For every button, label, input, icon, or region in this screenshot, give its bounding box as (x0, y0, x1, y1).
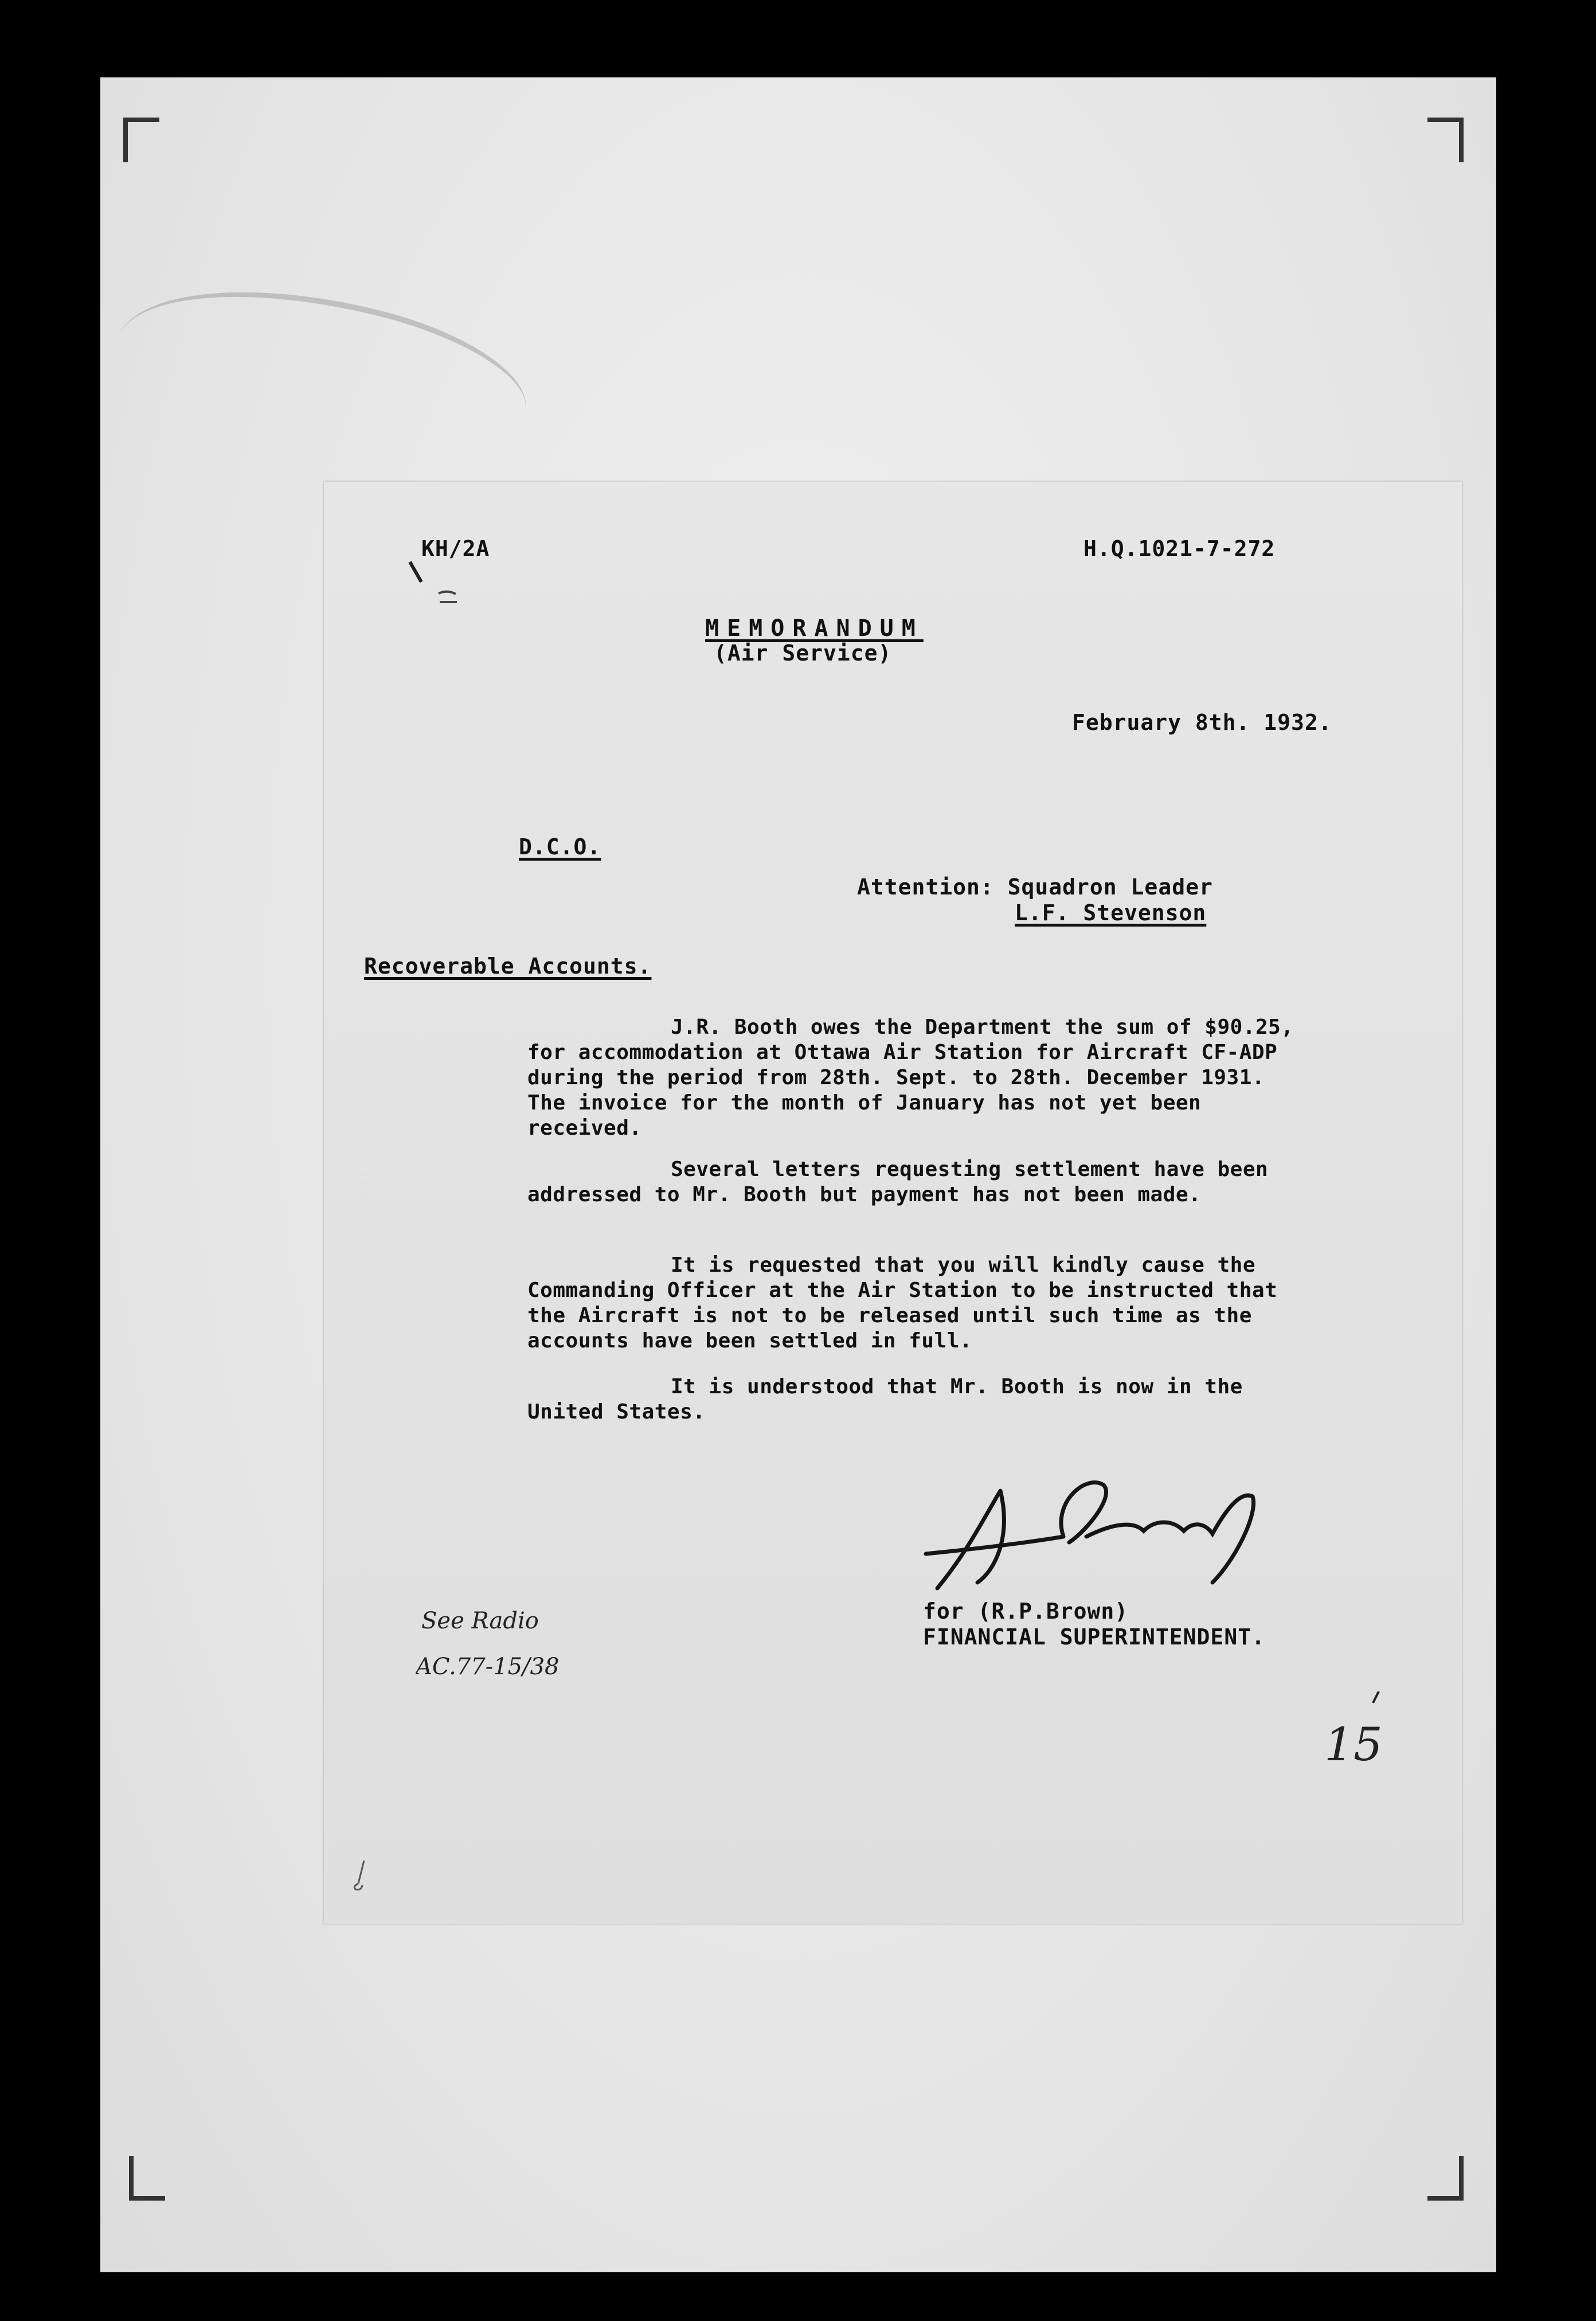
memo-title: MEMORANDUM (705, 615, 924, 642)
reference-left: KH/2A (421, 536, 490, 561)
crop-mark-top-right (1427, 118, 1464, 162)
crop-mark-bottom-left (129, 2156, 165, 2201)
paragraph-3: It is requested that you will kindly cause the Commanding Officer at the Air Station to be instructed that the Aircraft is not to be released until such time as the accounts have been settled in full. (527, 1253, 1278, 1353)
tick-mark (404, 556, 467, 608)
memo-date: February 8th. 1932. (1072, 710, 1332, 735)
handwritten-note-line1: See Radio (421, 1608, 539, 1634)
paragraph-1: J.R. Booth owes the Department the sum of $90.25, for accommodation at Ottawa Air Station for Aircraft CF-ADP during the period from 28th. Sept. to 28th. December 1931. The invoice for the month of January has not yet been received. (527, 1015, 1294, 1140)
attention-name: L.F. Stevenson (1015, 900, 1207, 925)
handwritten-note-line2: AC.77-15/38 (416, 1654, 560, 1680)
crop-mark-bottom-right (1427, 2156, 1464, 2201)
paragraph-2: Several letters requesting settlement have been addressed to Mr. Booth but payment has not been made. (527, 1158, 1269, 1206)
page-number-mark (1324, 1691, 1387, 1777)
memo-page (324, 482, 1462, 1924)
handwritten-signature (914, 1468, 1293, 1600)
page-number: 15 (1324, 1718, 1383, 1771)
reference-right: H.Q.1021-7-272 (1083, 536, 1276, 561)
handwritten-note (416, 1594, 611, 1691)
addressee: D.C.O. (519, 834, 601, 859)
signature-for: for (R.P.Brown) (923, 1599, 1129, 1624)
memo-subtitle: (Air Service) (714, 640, 892, 666)
margin-scribble (350, 1858, 373, 1892)
paragraph-4: It is understood that Mr. Booth is now in the United States. (527, 1375, 1243, 1424)
memo-subject: Recoverable Accounts. (364, 954, 652, 979)
signature-title: FINANCIAL SUPERINTENDENT. (923, 1624, 1265, 1650)
attention-label: Attention: Squadron Leader (857, 874, 1213, 900)
crop-mark-top-left (123, 118, 159, 162)
